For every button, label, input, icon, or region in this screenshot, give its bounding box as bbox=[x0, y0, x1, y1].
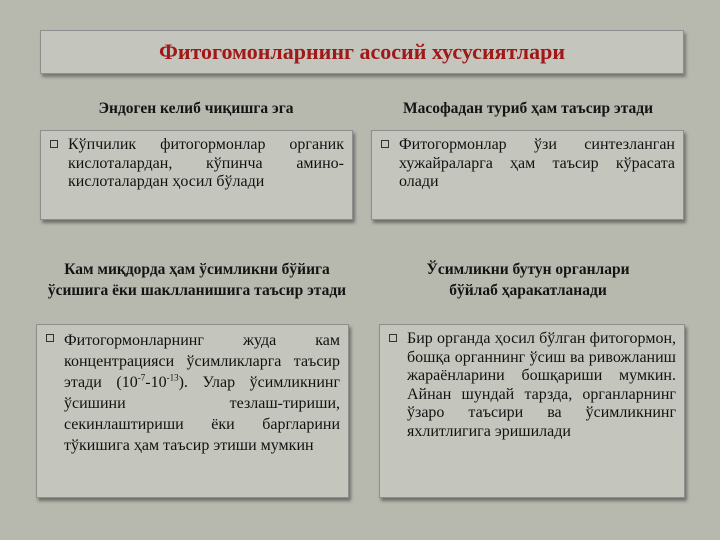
heading-small-amount-line1: Кам миқдорда ҳам ўсимликни бўйига bbox=[64, 261, 330, 278]
heading-organs bbox=[372, 259, 684, 301]
bullet-icon bbox=[50, 140, 58, 148]
title-box bbox=[40, 30, 684, 74]
bullet-icon bbox=[381, 140, 389, 148]
exponent-1: -7 bbox=[137, 372, 146, 383]
heading-small-amount bbox=[28, 259, 366, 301]
text-small-amount-post: ). Улар ўсимликнинг ўсишини тезлаш-тириши, секинлаштириши ёки баргларини тўкишига ҳам таъсир этиши мумкин bbox=[64, 374, 340, 454]
text-endogenous: Кўпчилик фитогормонлар органик кислоталардан, кўпинча амино-кислоталардан ҳосил бўлади bbox=[68, 136, 344, 190]
box-small-amount bbox=[36, 324, 349, 498]
heading-small-amount-line2: ўсишига ёки шаклланишига таъсир этади bbox=[47, 282, 347, 299]
heading-organs-line2: бўйлаб ҳаракатланади bbox=[449, 282, 607, 299]
text-small-amount-pre: Фитогормонларнинг жуда кам концентрацияси ўсимликларга таъсир этади (10 bbox=[64, 332, 340, 391]
exponent-2: -13 bbox=[166, 372, 179, 383]
text-small-amount-mid: -10 bbox=[145, 374, 167, 391]
text-organs: Бир органда ҳосил бўлган фитогормон, бошқа органнинг ўсиш ва ривожланиш жараёнларини бошқариши мумкин. Айнан шундай тарзда, органларнинг ўзаро таъсири ва ўсимликнинг яхлитлигига эришилади bbox=[407, 330, 676, 440]
heading-endogenous: Эндоген келиб чиқишга эга bbox=[98, 100, 294, 117]
bullet-icon bbox=[46, 334, 54, 342]
box-distance bbox=[371, 130, 684, 220]
heading-distance: Масофадан туриб ҳам таъсир этади bbox=[402, 100, 654, 117]
bullet-icon bbox=[389, 334, 397, 342]
slide-title: Фитогомонларнинг асосий хусусиятлари bbox=[158, 39, 566, 64]
text-small-amount bbox=[64, 330, 340, 456]
box-organs bbox=[379, 324, 685, 498]
heading-organs-line1: Ўсимликни бутун органлари bbox=[426, 261, 630, 278]
box-endogenous bbox=[40, 130, 353, 220]
text-distance: Фитогормонлар ўзи синтезланган хужайраларга ҳам таъсир кўрасата олади bbox=[399, 136, 675, 190]
